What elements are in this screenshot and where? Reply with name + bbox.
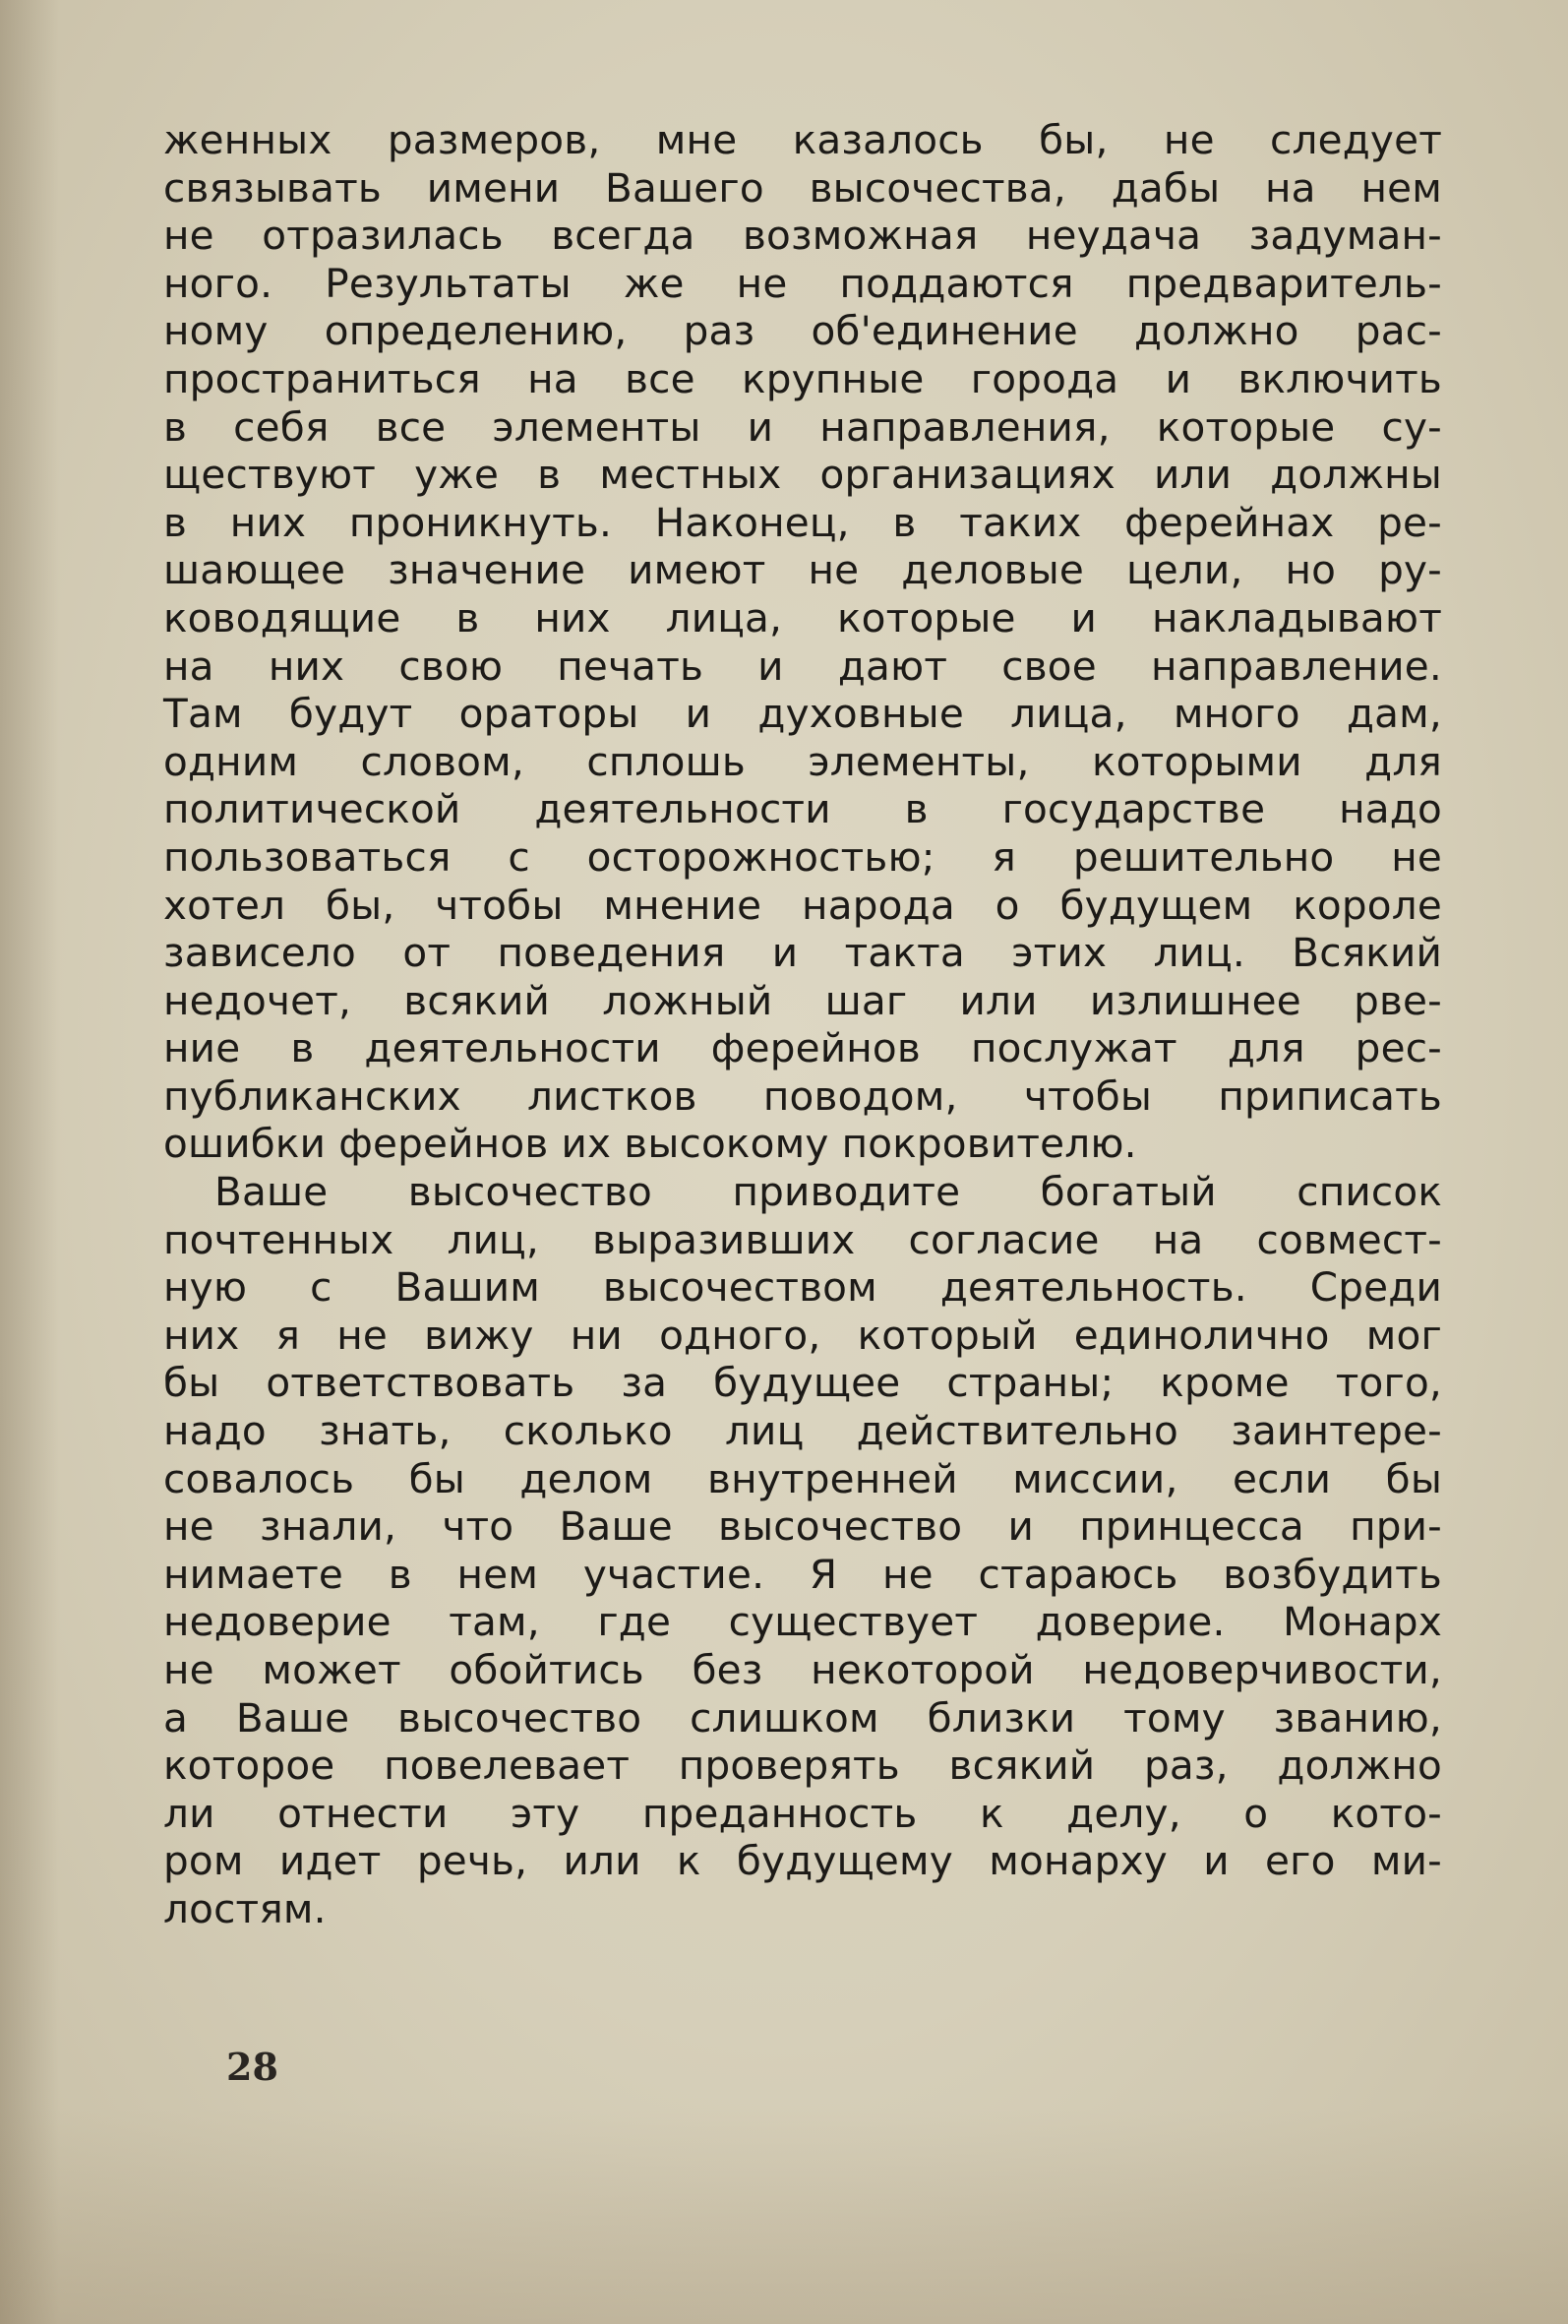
text-line: публиканских листков поводом, чтобы приписать bbox=[163, 1071, 1442, 1120]
text-line: политической деятельности в государстве надо bbox=[163, 785, 1442, 833]
text-line: недочет, всякий ложный шаг или излишнее рве- bbox=[163, 976, 1442, 1024]
page-number: 28 bbox=[226, 2045, 278, 2089]
text-line: которое повелевает проверять всякий раз, должно bbox=[163, 1742, 1442, 1790]
text-line: одним словом, сплошь элементы, которыми для bbox=[163, 737, 1442, 785]
text-line: ошибки ферейнов их высокому покровителю. bbox=[163, 1120, 1137, 1168]
text-line: ром идет речь, или к будущему монарху и его ми- bbox=[163, 1837, 1442, 1885]
text-line: а Ваше высочество слишком близки тому званию, bbox=[163, 1693, 1442, 1742]
text-line: них я не вижу ни одного, который единолично мог bbox=[163, 1311, 1442, 1359]
text-line: пространиться на все крупные города и включить bbox=[163, 354, 1442, 402]
text-line: зависело от поведения и такта этих лиц. Всякий bbox=[163, 929, 1442, 977]
text-line: связывать имени Вашего высочества, дабы на нем bbox=[163, 163, 1442, 212]
text-line: лостям. bbox=[163, 1884, 327, 1932]
text-line: ную с Вашим высочеством деятельность. Среди bbox=[163, 1263, 1442, 1312]
text-line: не может обойтись без некоторой недоверчивости, bbox=[163, 1646, 1442, 1693]
text-line: ному определению, раз об'единение должно рас- bbox=[163, 307, 1442, 355]
text-line: шающее значение имеют не деловые цели, но ру- bbox=[163, 546, 1442, 594]
text-line: ководящие в них лица, которые и накладывают bbox=[163, 593, 1442, 642]
text-line: почтенных лиц, выразивших согласие на совмест- bbox=[163, 1215, 1442, 1263]
text-line: бы ответствовать за будущее страны; кроме того, bbox=[163, 1359, 1442, 1407]
paragraph-2 bbox=[163, 1168, 1442, 1933]
text-line: на них свою печать и дают свое направление. bbox=[163, 642, 1442, 690]
text-line: ществуют уже в местных организациях или должны bbox=[163, 451, 1442, 499]
text-line: в них проникнуть. Наконец, в таких ферейнах ре- bbox=[163, 498, 1442, 546]
paragraph-1 bbox=[163, 116, 1442, 1168]
text-line: хотел бы, чтобы мнение народа о будущем короле bbox=[163, 881, 1442, 929]
text-line: женных размеров, мне казалось бы, не следует bbox=[163, 116, 1442, 163]
body-text bbox=[163, 116, 1442, 1933]
text-line: Ваше высочество приводите богатый список bbox=[214, 1168, 1442, 1216]
text-line: ного. Результаты же не поддаются предваритель- bbox=[163, 259, 1442, 307]
text-line: недоверие там, где существует доверие. Монарх bbox=[163, 1598, 1442, 1646]
text-line: не знали, что Ваше высочество и принцесса при- bbox=[163, 1502, 1442, 1551]
text-line: не отразилась всегда возможная неудача задуман- bbox=[163, 212, 1442, 260]
text-line: нимаете в нем участие. Я не стараюсь возбудить bbox=[163, 1550, 1442, 1598]
text-line: надо знать, сколько лиц действительно заинтере- bbox=[163, 1407, 1442, 1455]
text-line: ли отнести эту преданность к делу, о кото- bbox=[163, 1789, 1442, 1837]
text-line: ние в деятельности ферейнов послужат для рес- bbox=[163, 1024, 1442, 1072]
text-line: пользоваться с осторожностью; я решительно не bbox=[163, 832, 1442, 881]
text-line: совалось бы делом внутренней миссии, если бы bbox=[163, 1454, 1442, 1502]
text-line: в себя все элементы и направления, которые су- bbox=[163, 402, 1442, 451]
text-line: Там будут ораторы и духовные лица, много дам, bbox=[163, 690, 1442, 738]
